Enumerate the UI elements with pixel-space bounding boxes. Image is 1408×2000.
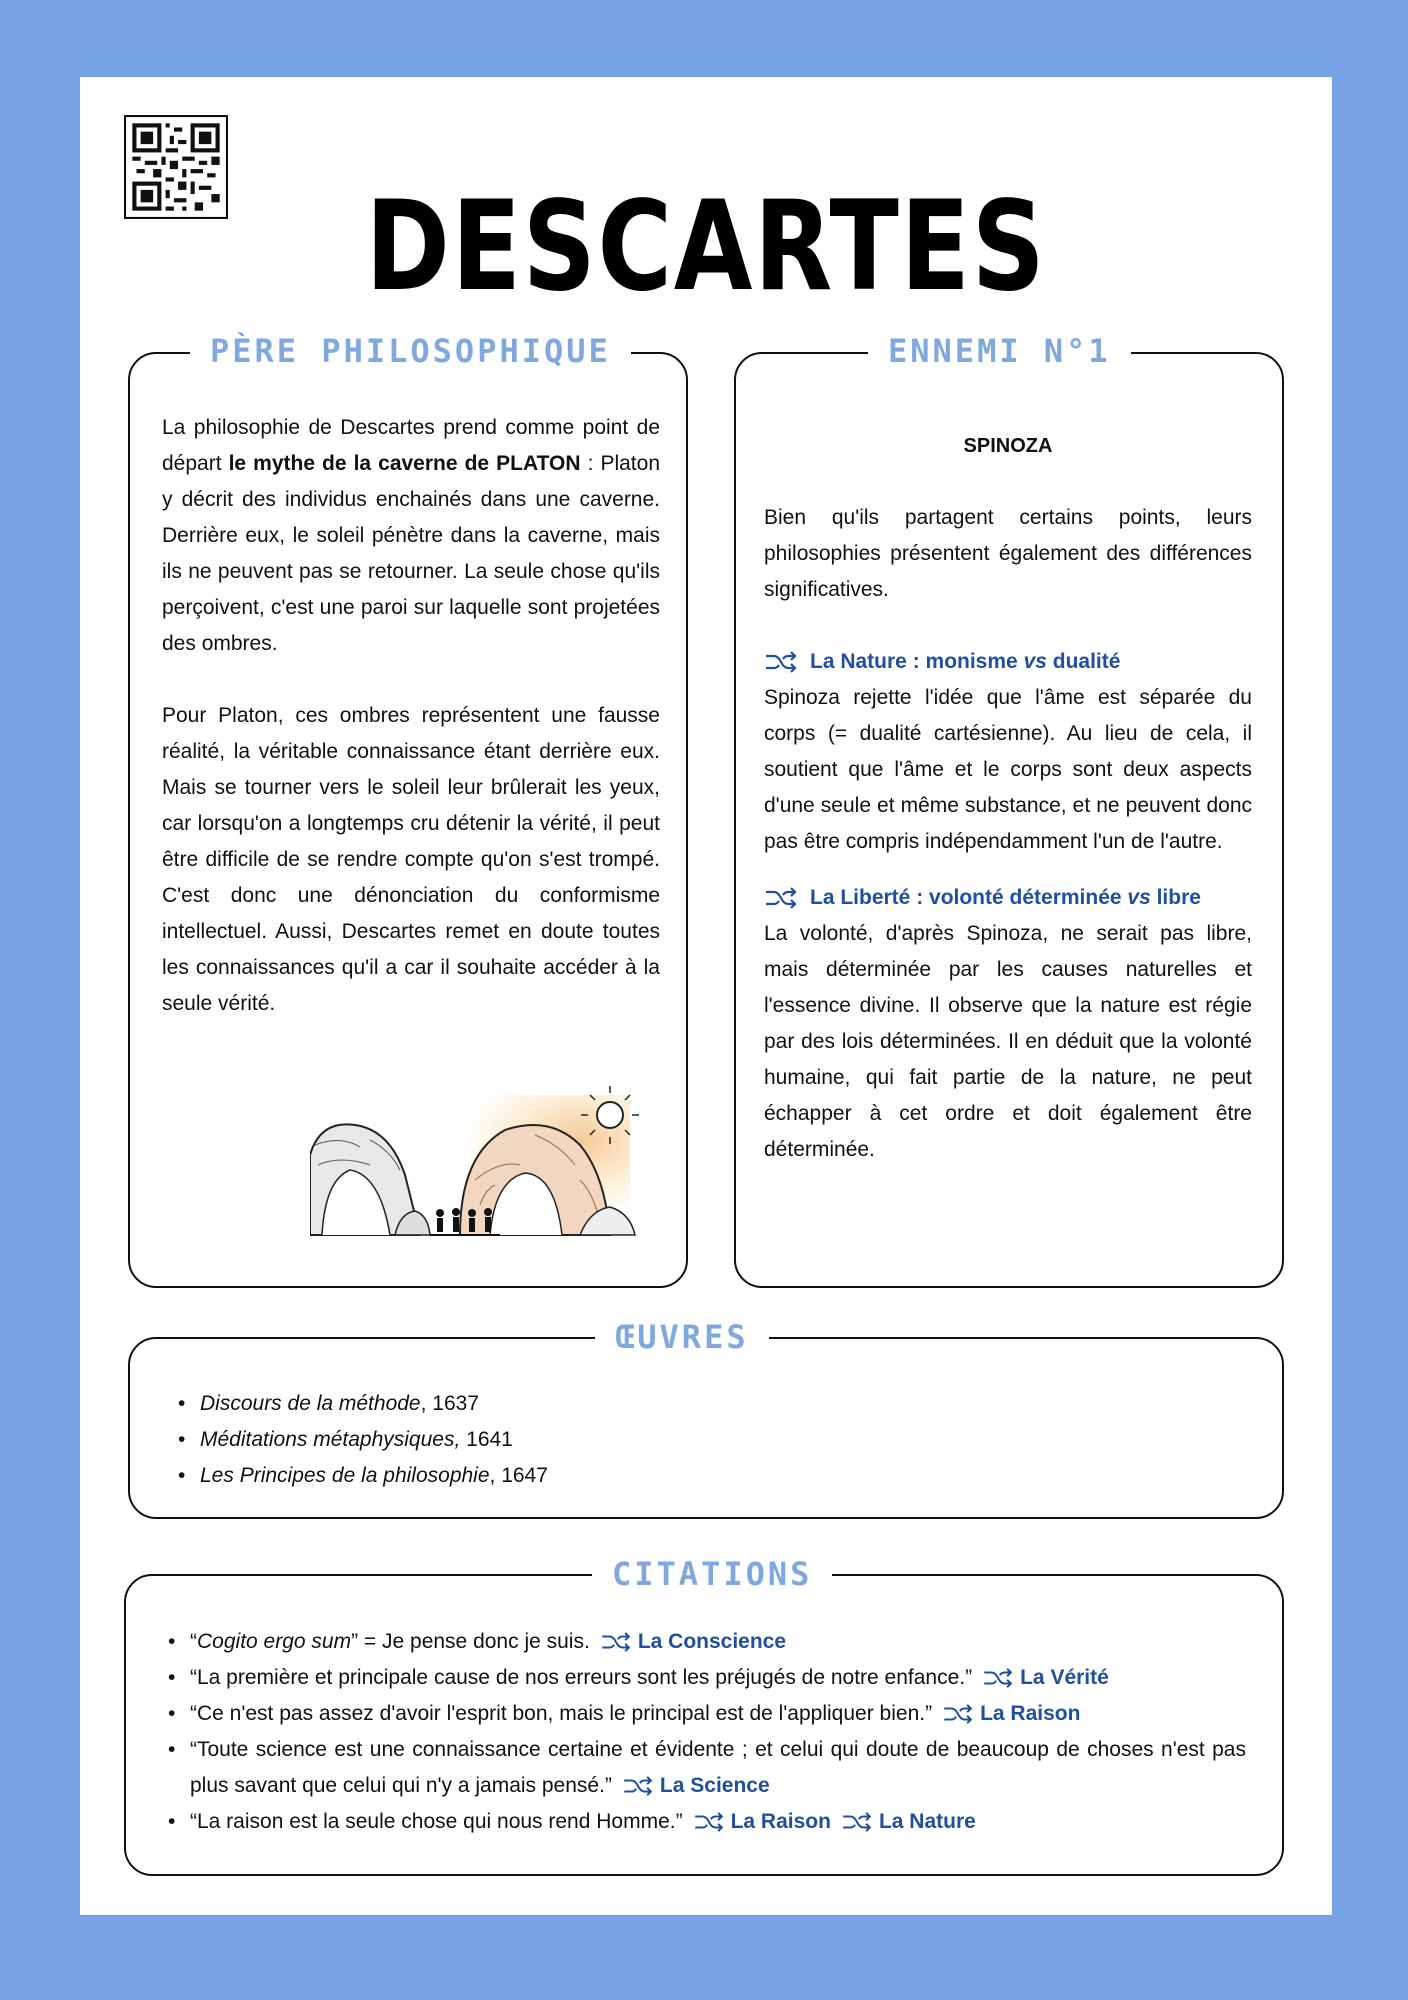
pere-p1-bold: le mythe de la caverne de PLATON [228,452,581,475]
list-item [170,1458,1170,1494]
theme-tag[interactable]: La Raison [730,1810,831,1833]
shuffle-icon [600,1631,632,1653]
shuffle-icon [693,1811,725,1833]
shuffle-icon [942,1703,974,1725]
pere-philosophique-heading: PÈRE PHILOSOPHIQUE [190,331,631,371]
pere-p2: Pour Platon, ces ombres représentent une fausse réalité, la véritable connaissance étant derrière eux. Mais se tourner vers le soleil leur brûlerait les yeux, car lorsqu'on a longtemps cru détenir la vérité, il peut être difficile de se rendre compte qu'on s'est trompé. C'est donc une dénonciation du conformisme intellectuel. Aussi, Descartes remet en doute toutes les connaissances qu'il a car il souhaite accéder à la seule vérité. [162,704,660,1015]
oeuvre-year: 1641 [460,1428,513,1451]
citation-text: “Toute science est une connaissance certaine et évidente ; et celui qui doute de beaucoup de choses n'est pas plus savant que celui qui n'y a jamais pensé.” [190,1738,1246,1797]
ennemi-text [764,428,1252,1168]
oeuvre-title: Les Principes de la philosophie [200,1464,490,1487]
citations-list [160,1624,1246,1840]
oeuvres-list [170,1386,1170,1494]
nature-label-a: La Nature : monisme [810,650,1024,673]
theme-tag[interactable]: La Conscience [637,1630,787,1653]
citation-italic: Cogito ergo sum [197,1630,352,1653]
citation-text: “La raison est la seule chose qui nous rend Homme.” [190,1810,683,1833]
ennemi-nature-heading [764,644,1252,680]
list-item [160,1732,1246,1804]
page-title: DESCARTES [365,175,1047,319]
ennemi-intro: Bien qu'ils partagent certains points, leurs philosophies présentent également des différences significatives. [764,506,1252,601]
theme-tag[interactable]: La Raison [980,1702,1081,1725]
shuffle-icon [982,1667,1014,1689]
ennemi-liberte-text: La volonté, d'après Spinoza, ne serait pas libre, mais déterminée par les causes naturelles et l'essence divine. Il observe que la nature est régie par des lois déterminées. Il en déduit que la volonté humaine, qui fait partie de la nature, ne peut échapper à cet ordre et doit également être déterminée. [764,922,1252,1161]
ennemi-nature-text: Spinoza rejette l'idée que l'âme est séparée du corps (= dualité cartésienne). Au lieu de cela, il soutient que l'âme et le corps sont deux aspects d'une seule et même substance, et ne peuvent donc pas être compris indépendamment l'un de l'autre. [764,686,1252,853]
citations-heading: CITATIONS [592,1554,832,1594]
pere-p1-end: : Platon y décrit des individus enchainés dans une caverne. Derrière eux, le soleil pénètre dans la caverne, mais ils ne peuvent pas se retourner. La seule chose qu'ils perçoivent, c'est une paroi sur laquelle sont projetées des ombres. [162,452,660,655]
list-item [170,1386,1170,1422]
oeuvre-title: Méditations métaphysiques, [200,1428,461,1451]
cave-illustration [310,1085,640,1245]
list-item [160,1696,1246,1732]
pere-philosophique-text [162,410,660,1022]
liberte-label-vs: vs [1127,886,1151,909]
oeuvre-year: , 1637 [420,1392,480,1415]
oeuvre-year: , 1647 [489,1464,548,1487]
citation-text: “La première et principale cause de nos erreurs sont les préjugés de notre enfance.” [190,1666,973,1689]
list-item [160,1624,1246,1660]
shuffle-icon [764,886,798,910]
nature-label-b: dualité [1046,650,1121,673]
liberte-label-b: libre [1150,886,1201,909]
liberte-label-a: La Liberté : volonté déterminée [810,886,1128,909]
list-item [160,1804,1246,1840]
page [80,77,1332,1915]
citation-text: “Ce n'est pas assez d'avoir l'esprit bon, mais le principal est de l'appliquer bien.” [190,1702,933,1725]
ennemi-heading: ENNEMI N°1 [868,331,1131,371]
citation-text: ” = Je pense donc je suis. [351,1630,590,1653]
theme-tag[interactable]: La Vérité [1020,1666,1109,1689]
pere-p1-start: La philosophie de Descartes prend comme point de départ [162,416,660,475]
oeuvre-title: Discours de la méthode [200,1392,421,1415]
ennemi-name: SPINOZA [963,435,1053,457]
oeuvres-heading: ŒUVRES [595,1317,769,1357]
shuffle-icon [841,1811,873,1833]
list-item [170,1422,1170,1458]
shuffle-icon [622,1775,654,1797]
theme-tag[interactable]: La Science [659,1774,770,1797]
list-item [160,1660,1246,1696]
nature-label-vs: vs [1023,650,1047,673]
shuffle-icon [764,650,798,674]
ennemi-liberte-heading [764,880,1252,916]
citation-open: “ [190,1630,197,1653]
theme-tag[interactable]: La Nature [878,1810,976,1833]
